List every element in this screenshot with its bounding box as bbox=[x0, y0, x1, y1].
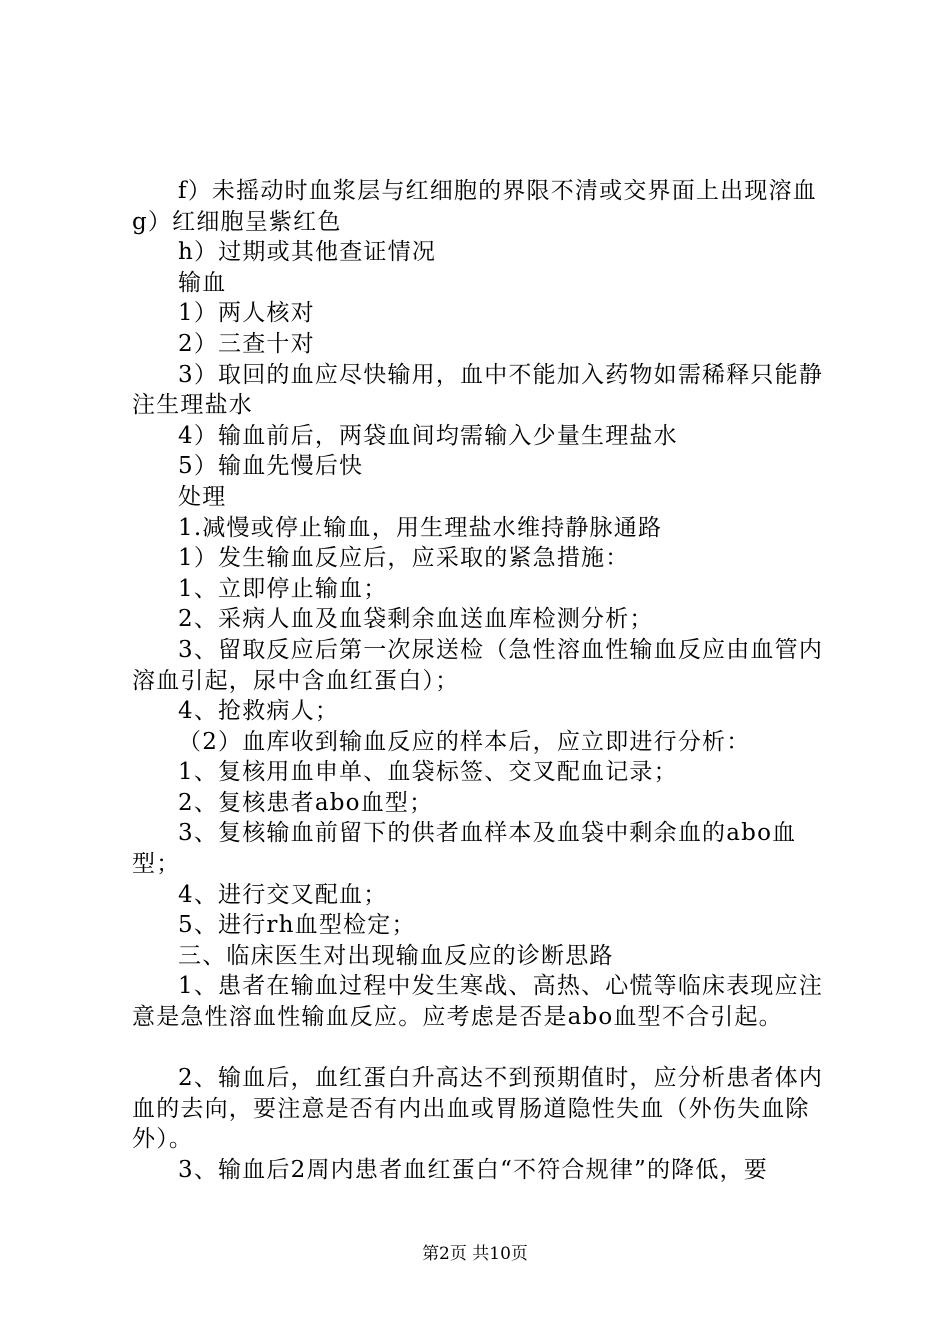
paragraph: 5）输血先慢后快 bbox=[178, 453, 364, 480]
paragraph: 输血 bbox=[178, 269, 227, 296]
page-number-label: 第2页 共10页 bbox=[422, 1244, 528, 1264]
paragraph: 三、临床医生对出现输血反应的诊断思路 bbox=[178, 942, 614, 969]
blank-line bbox=[132, 1033, 832, 1064]
paragraph: 4、抢救病人； bbox=[178, 698, 340, 725]
paragraph: 2、采病人血及血袋剩余血送血库检测分析； bbox=[178, 606, 654, 633]
paragraph: 1、患者在输血过程中发生寒战、高热、心慌等临床表现应注意是急性溶血性输血反应。应考虑是否是abo血型不合引起。 bbox=[132, 973, 824, 1031]
paragraph: （2）血库收到输血反应的样本后，应立即进行分析： bbox=[178, 728, 751, 755]
paragraph: 3、复核输血前留下的供者血样本及血袋中剩余血的abo血型； bbox=[132, 820, 797, 878]
paragraph: 2、输血后，血红蛋白升高达不到预期值时，应分析患者体内血的去向，要注意是否有内出血或胃肠道隐性失血（外伤失血除外）。 bbox=[132, 1065, 824, 1153]
paragraph: 3、输血后2周内患者血红蛋白“不符合规律”的降低，要 bbox=[178, 1157, 768, 1183]
paragraph: 4、进行交叉配血； bbox=[178, 881, 388, 908]
paragraph: 2、复核患者abo血型； bbox=[178, 789, 434, 816]
paragraph: h）过期或其他查证情况 bbox=[178, 239, 437, 266]
paragraph: f）未摇动时血浆层与红细胞的界限不清或交界面上出现溶血g）红细胞呈紫红色 bbox=[132, 178, 817, 235]
paragraph: 处理 bbox=[178, 483, 227, 510]
paragraph: 1、立即停止输血； bbox=[178, 575, 388, 602]
paragraph: 2）三查十对 bbox=[178, 330, 315, 357]
paragraph: 1、复核用血申单、血袋标签、交叉配血记录； bbox=[178, 759, 678, 786]
paragraph: 1）发生输血反应后，应采取的紧急措施： bbox=[178, 545, 630, 572]
paragraph: 1）两人核对 bbox=[178, 300, 315, 327]
paragraph: 3、留取反应后第一次尿送检（急性溶血性输血反应由血管内溶血引起，尿中含血红蛋白）； bbox=[132, 636, 824, 694]
paragraph: 4）输血前后，两袋血间均需输入少量生理盐水 bbox=[178, 422, 678, 449]
document-body bbox=[132, 176, 832, 1186]
paragraph: 3）取回的血应尽快输用，血中不能加入药物如需稀释只能静注生理盐水 bbox=[132, 361, 824, 419]
paragraph: 1.减慢或停止输血，用生理盐水维持静脉通路 bbox=[178, 514, 663, 541]
page-footer bbox=[0, 1243, 950, 1265]
paragraph: 5、进行rh血型检定； bbox=[178, 912, 416, 939]
